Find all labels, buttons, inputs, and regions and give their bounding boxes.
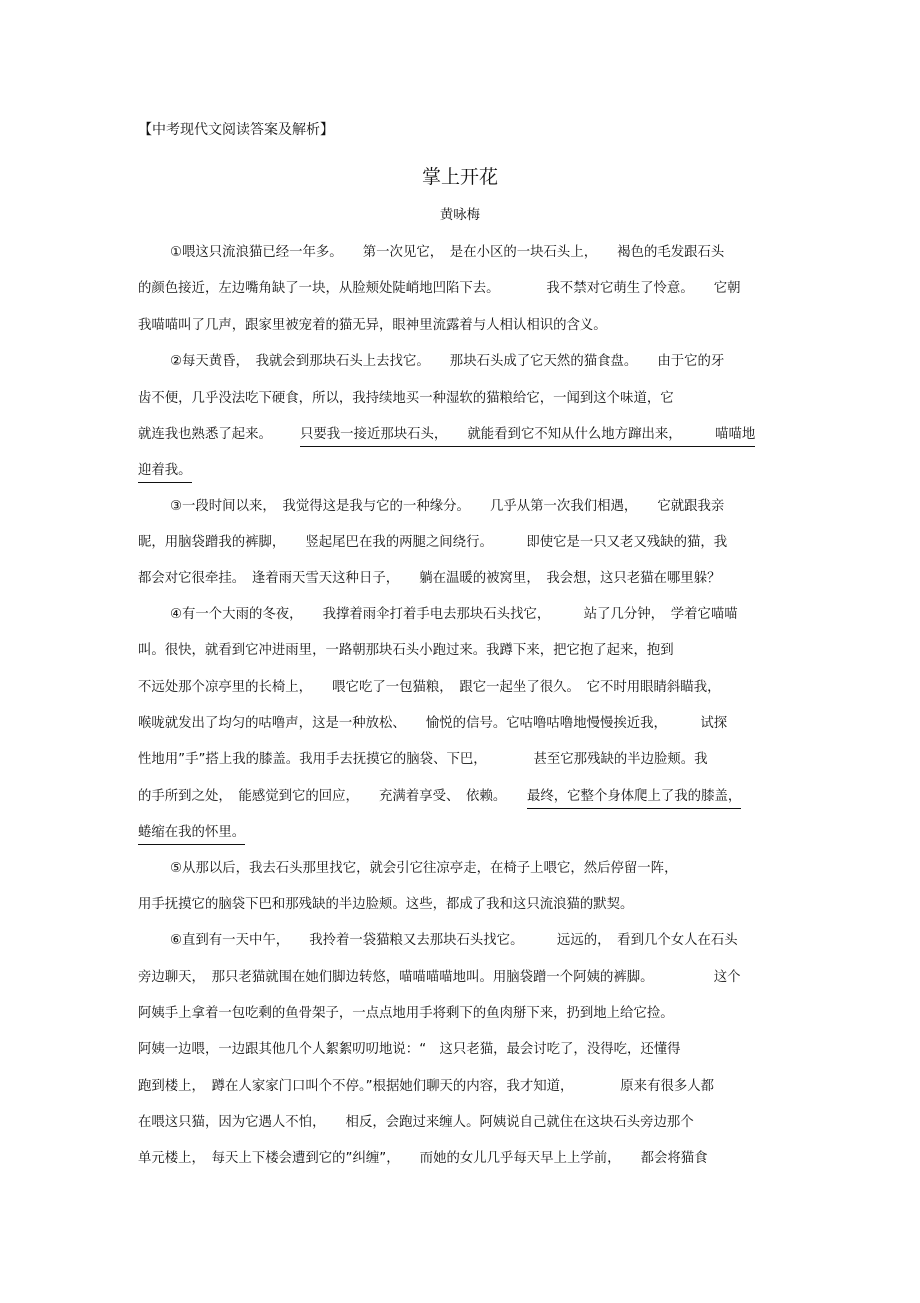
- paragraph-line: 用手抚摸它的脑袋下巴和那残缺的半边脸颊。这些，都成了我和这只流浪猫的默契。: [138, 897, 634, 912]
- paragraph-line: 我喵喵叫了几声，跟家里被宠着的猫无异，眼神里流露着与人相认相识的含义。: [138, 318, 607, 333]
- article-author: 黄咏梅: [439, 208, 481, 223]
- paragraph-line: 齿不便，几乎没法吃下硬食，所以，我持续地买一种湿软的猫粮给它，一闻到这个味道，它: [138, 391, 674, 406]
- paragraph-line: 不远处那个凉亭里的长椅上， 喂它吃了一包猫粮， 跟它一起坐了很久。 它不时用眼睛斜瞄我，: [138, 680, 721, 695]
- paragraph-line: ⑤从那以后，我去石头那里找它，就会引它往凉亭走，在椅子上喂它，然后停留一阵，: [170, 861, 678, 876]
- document-header: 【中考现代文阅读答案及解析】: [138, 122, 334, 138]
- paragraph-line: 的手所到之处， 能感觉到它的回应， 充满着享受、 依赖。: [138, 789, 507, 804]
- paragraph-line: ②每天黄昏， 我就会到那块石头上去找它。 那块石头成了它天然的猫食盘。 由于它的牙: [170, 354, 725, 369]
- paragraph-line: 旁边聊天， 那只老猫就围在她们脚边转悠，喵喵喵喵地叫。用脑袋蹭一个阿姨的裤脚。 这个: [138, 970, 741, 985]
- paragraph-line: ③一段时间以来， 我觉得这是我与它的一种缘分。 几乎从第一次我们相遇， 它就跟我亲: [170, 499, 725, 514]
- underlined-sentence: 最终，它整个身体爬上了我的膝盖，: [527, 788, 741, 809]
- underlined-sentence: 只要我一接近那块石头， 就能看到它不知从什么地方蹿出来， 喵喵地: [300, 426, 755, 447]
- paragraph-line: 叫。很快，就看到它冲进雨里，一路朝那块石头小跑过来。我蹲下来，把它抱了起来，抱到: [138, 643, 674, 658]
- underlined-sentence: 蜷缩在我的怀里。: [138, 824, 245, 845]
- paragraph-line: 跑到楼上， 蹲在人家家门口叫个不停。”根据她们聊天的内容，我才知道， 原来有很多人都: [138, 1079, 715, 1094]
- underlined-sentence: 迎着我。: [138, 462, 192, 483]
- paragraph-line: 就连我也熟悉了起来。: [138, 427, 272, 442]
- paragraph-line: 都会对它很牵挂。 逢着雨天雪天这种日子， 躺在温暖的被窝里， 我会想，这只老猫在哪里躲？: [138, 571, 721, 586]
- paragraph-line: 昵，用脑袋蹭我的裤脚， 竖起尾巴在我的两腿之间绕行。 即使它是一只又老又残缺的猫，我: [138, 535, 728, 550]
- paragraph-line: 阿姨一边喂，一边跟其他几个人絮絮叨叨地说：“ 这只老猫，最会讨吃了，没得吃，还懂得: [138, 1042, 681, 1057]
- paragraph-line: 在喂这只猫，因为它遇人不怕， 相反，会跑过来缠人。阿姨说自己就住在这块石头旁边那个: [138, 1115, 694, 1130]
- paragraph-line: ①喂这只流浪猫已经一年多。 第一次见它， 是在小区的一块石头上， 褐色的毛发跟石头: [170, 245, 725, 260]
- paragraph-line: 的颜色接近，左边嘴角缺了一块，从脸颊处陡峭地凹陷下去。 我不禁对它萌生了怜意。 它朝: [138, 281, 741, 296]
- paragraph-line: ⑥直到有一天中午， 我拎着一袋猫粮又去那块石头找它。 远远的， 看到几个女人在石头: [170, 933, 738, 948]
- article-title: 掌上开花: [421, 166, 498, 188]
- paragraph-line: 性地用”手”搭上我的膝盖。我用手去抚摸它的脑袋、下巴， 甚至它那残缺的半边脸颊。我: [138, 752, 708, 767]
- paragraph-line: 单元楼上， 每天上下楼会遭到它的”纠缠”， 而她的女儿几乎每天早上上学前， 都会将猫食: [138, 1151, 708, 1166]
- paragraph-line: 喉咙就发出了均匀的咕噜声，这是一种放松、 愉悦的信号。它咕噜咕噜地慢慢挨近我， 试探: [138, 716, 728, 731]
- paragraph-line: 阿姨手上拿着一包吃剩的鱼骨架子，一点点地用手将剩下的鱼肉掰下来，扔到地上给它捡。: [138, 1006, 674, 1021]
- paragraph-line: ④有一个大雨的冬夜， 我撑着雨伞打着手电去那块石头找它， 站了几分钟， 学着它喵喵: [170, 607, 738, 622]
